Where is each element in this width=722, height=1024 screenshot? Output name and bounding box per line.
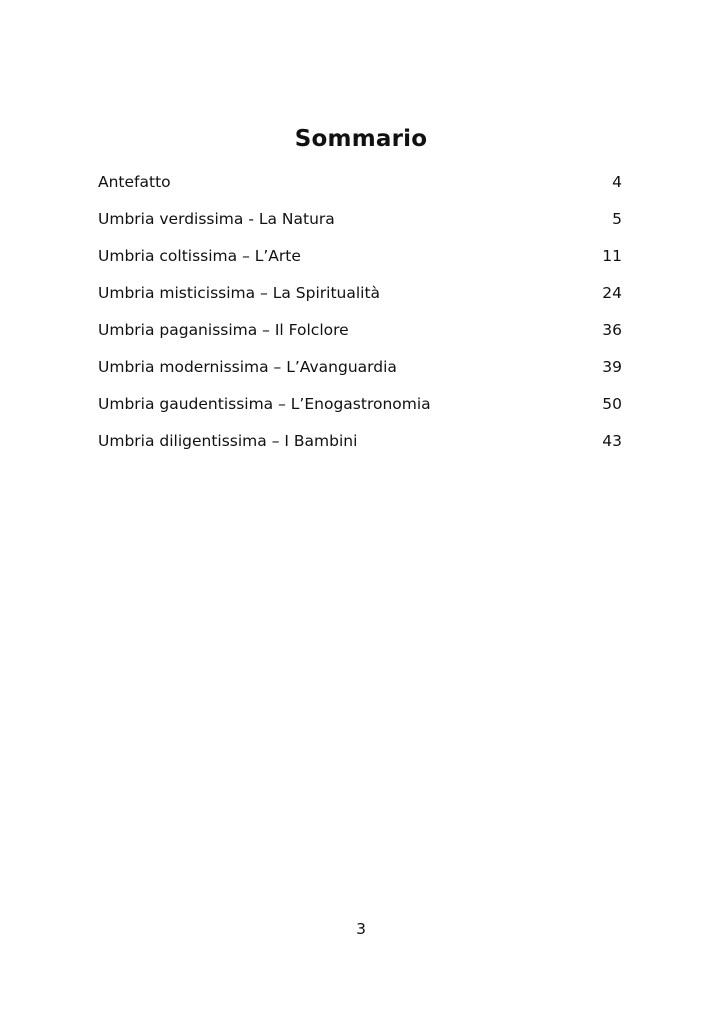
toc-entry-label: Antefatto <box>98 173 171 191</box>
toc-entry-enogastronomia <box>98 393 622 430</box>
toc-entry-antefatto <box>98 171 622 208</box>
toc-entry-page-number: 24 <box>602 284 622 302</box>
toc-entry-label: Umbria diligentissima – I Bambini <box>98 432 358 450</box>
toc-entry-page-number: 4 <box>612 173 622 191</box>
toc-entry-label: Umbria modernissima – L’Avanguardia <box>98 358 397 376</box>
toc-entry-label: Umbria coltissima – L’Arte <box>98 247 301 265</box>
toc-entry-page-number: 5 <box>612 210 622 228</box>
table-of-contents <box>98 171 622 467</box>
toc-entry-page-number: 39 <box>602 358 622 376</box>
toc-entry-spiritualita <box>98 282 622 319</box>
page-number: 3 <box>356 920 366 938</box>
toc-entry-label: Umbria verdissima - La Natura <box>98 210 335 228</box>
toc-entry-page-number: 43 <box>602 432 622 450</box>
toc-entry-natura <box>98 208 622 245</box>
toc-entry-label: Umbria misticissima – La Spiritualità <box>98 284 381 302</box>
toc-entry-arte <box>98 245 622 282</box>
toc-entry-label: Umbria gaudentissima – L’Enogastronomia <box>98 395 431 413</box>
toc-entry-page-number: 50 <box>602 395 622 413</box>
toc-entry-label: Umbria paganissima – Il Folclore <box>98 321 349 339</box>
toc-entry-bambini <box>98 430 622 467</box>
page-title: Sommario <box>294 126 428 152</box>
toc-entry-page-number: 36 <box>602 321 622 339</box>
toc-entry-avanguardia <box>98 356 622 393</box>
toc-entry-page-number: 11 <box>602 247 622 265</box>
toc-entry-folclore <box>98 319 622 356</box>
